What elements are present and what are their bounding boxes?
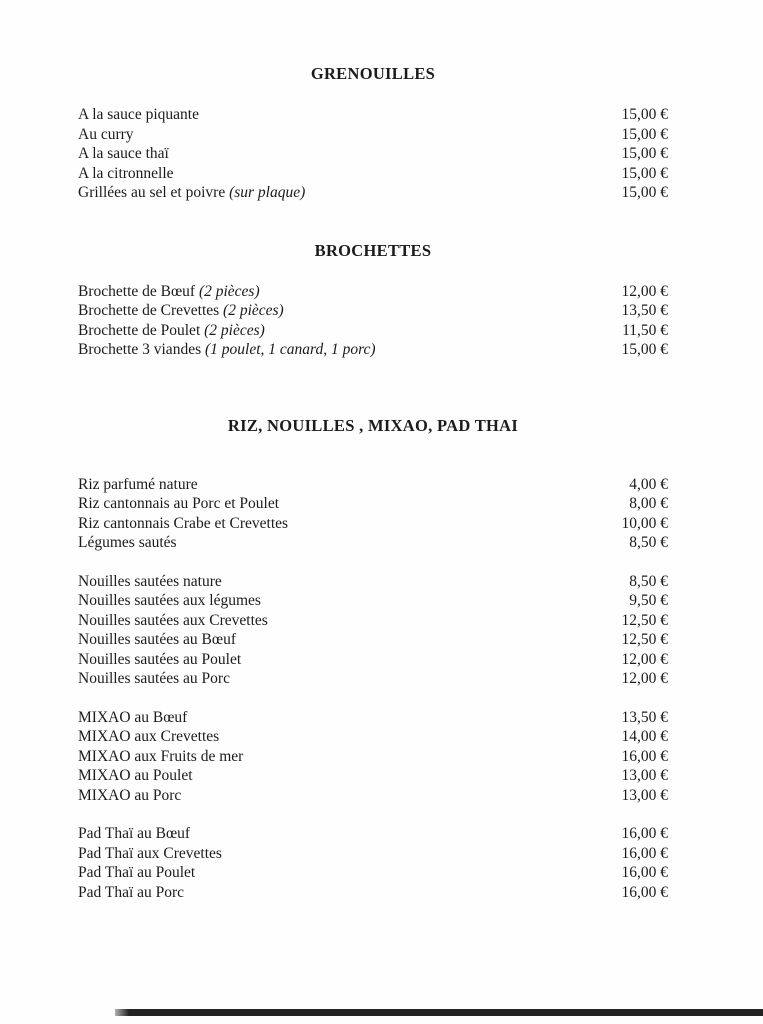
menu-item-row xyxy=(78,533,668,553)
item-name-text: MIXAO aux Crevettes xyxy=(78,728,220,745)
menu-item-row xyxy=(78,863,668,883)
item-name-text: Brochette de Crevettes xyxy=(78,302,220,319)
menu-item-row xyxy=(78,494,668,514)
menu-item-row xyxy=(78,282,668,302)
item-price: 15,00 € xyxy=(621,164,668,182)
item-price: 8,50 € xyxy=(629,534,668,551)
item-group xyxy=(78,572,668,689)
item-price: 10,00 € xyxy=(621,514,668,532)
item-group xyxy=(78,708,668,806)
item-name-text: Nouilles sautées aux Crevettes xyxy=(78,611,268,629)
item-name-text: A la citronnelle xyxy=(78,164,174,182)
item-name xyxy=(78,125,134,145)
item-price: 12,00 € xyxy=(621,282,668,300)
menu-item-row xyxy=(78,669,668,689)
menu-item-row xyxy=(78,883,668,903)
menu-section xyxy=(78,241,668,360)
item-name xyxy=(78,786,181,806)
menu-item-row xyxy=(78,747,668,767)
item-name xyxy=(78,650,241,670)
menu-item-row xyxy=(78,514,668,534)
item-price: 13,00 € xyxy=(621,786,668,804)
item-name-text: Pad Thaï au Porc xyxy=(78,883,185,901)
item-price: 12,00 € xyxy=(621,650,668,668)
menu-item-row xyxy=(78,105,668,125)
item-name-text: Au curry xyxy=(78,125,134,143)
item-note: (2 pièces) xyxy=(198,282,260,300)
item-price: 15,00 € xyxy=(621,145,668,162)
item-name-text: A la sauce thaï xyxy=(78,145,169,162)
item-price: 9,50 € xyxy=(629,592,668,609)
item-name xyxy=(78,766,193,786)
item-name-text: Riz parfumé nature xyxy=(78,475,198,493)
item-name xyxy=(78,475,198,495)
item-name-text: Légumes sautés xyxy=(78,534,177,551)
menu-item-row xyxy=(78,475,668,495)
item-name xyxy=(78,105,199,125)
item-name-text: Pad Thaï au Poulet xyxy=(78,864,196,881)
item-name-text: Pad Thaï aux Crevettes xyxy=(78,844,222,862)
item-price: 4,00 € xyxy=(629,475,668,493)
menu-item-row xyxy=(78,572,668,592)
item-name xyxy=(78,727,219,747)
item-name-text: Grillées au sel et poivre xyxy=(78,184,226,201)
item-name-text: MIXAO au Porc xyxy=(78,786,182,804)
menu-item-row xyxy=(78,321,668,341)
menu-section xyxy=(78,64,668,203)
item-price: 13,50 € xyxy=(621,708,668,726)
item-name-text: Nouilles sautées nature xyxy=(78,572,222,590)
item-name-text: Riz cantonnais au Porc et Poulet xyxy=(78,495,280,512)
item-price: 8,50 € xyxy=(629,572,668,590)
menu-item-row xyxy=(78,766,668,786)
menu-item-row xyxy=(78,301,668,321)
menu-sections xyxy=(78,64,668,902)
item-name xyxy=(78,321,265,341)
menu-section xyxy=(78,416,668,903)
item-name xyxy=(78,824,190,844)
item-name xyxy=(78,183,305,203)
menu-item-row xyxy=(78,591,668,611)
item-name-text: Brochette de Bœuf xyxy=(78,282,196,300)
item-price: 16,00 € xyxy=(621,844,668,862)
item-name xyxy=(78,844,222,864)
item-price: 13,00 € xyxy=(621,767,668,784)
menu-item-row xyxy=(78,727,668,747)
item-name-text: Nouilles sautées au Poulet xyxy=(78,650,242,668)
item-name-text: MIXAO au Bœuf xyxy=(78,708,188,726)
item-price: 12,00 € xyxy=(621,670,668,687)
menu-item-row xyxy=(78,144,668,164)
item-name xyxy=(78,863,195,883)
item-group xyxy=(78,475,668,553)
menu-item-row xyxy=(78,786,668,806)
item-price: 16,00 € xyxy=(621,883,668,901)
menu-item-row xyxy=(78,630,668,650)
item-note: (1 poulet, 1 canard, 1 porc) xyxy=(204,341,376,358)
item-name xyxy=(78,494,279,514)
item-group xyxy=(78,105,668,203)
item-name xyxy=(78,747,243,767)
menu-item-row xyxy=(78,844,668,864)
item-name xyxy=(78,630,236,650)
item-name-text: Brochette 3 viandes xyxy=(78,341,202,358)
item-name xyxy=(78,514,288,534)
menu-item-row xyxy=(78,708,668,728)
item-name-text: Nouilles sautées au Porc xyxy=(78,670,230,687)
item-name xyxy=(78,611,268,631)
item-price: 12,50 € xyxy=(621,631,668,648)
item-name xyxy=(78,669,230,689)
item-price: 16,00 € xyxy=(621,825,668,842)
item-name xyxy=(78,572,222,592)
item-price: 13,50 € xyxy=(621,302,668,319)
item-price: 11,50 € xyxy=(622,321,668,339)
menu-item-row xyxy=(78,824,668,844)
page-scan-edge xyxy=(115,1009,763,1016)
item-name xyxy=(78,301,284,321)
item-name-text: Nouilles sautées aux légumes xyxy=(78,592,261,609)
menu-item-row xyxy=(78,340,668,360)
section-title: RIZ, NOUILLES , MIXAO, PAD THAI xyxy=(227,415,519,435)
item-price: 15,00 € xyxy=(621,184,668,201)
menu-item-row xyxy=(78,125,668,145)
item-price: 15,00 € xyxy=(621,106,668,123)
item-name xyxy=(78,708,187,728)
item-name xyxy=(78,340,376,360)
section-title: GRENOUILLES xyxy=(310,64,436,83)
item-note: (sur plaque) xyxy=(229,184,306,201)
item-price: 15,00 € xyxy=(621,125,668,143)
menu-item-row xyxy=(78,164,668,184)
menu-item-row xyxy=(78,650,668,670)
item-note: (2 pièces) xyxy=(223,302,284,319)
item-name xyxy=(78,591,261,611)
item-price: 16,00 € xyxy=(621,864,668,881)
item-name-text: MIXAO au Poulet xyxy=(78,767,193,784)
item-name-text: Pad Thaï au Bœuf xyxy=(78,825,191,842)
item-note: (2 pièces) xyxy=(204,321,265,339)
item-group xyxy=(78,824,668,902)
item-price: 14,00 € xyxy=(621,728,668,745)
item-price: 15,00 € xyxy=(621,341,668,358)
item-name xyxy=(78,164,174,184)
menu-item-row xyxy=(78,611,668,631)
item-name-text: Brochette de Poulet xyxy=(78,321,201,339)
item-group xyxy=(78,282,668,360)
item-name xyxy=(78,883,184,903)
item-price: 12,50 € xyxy=(621,611,668,629)
item-price: 16,00 € xyxy=(621,747,668,765)
item-name-text: Riz cantonnais Crabe et Crevettes xyxy=(78,514,289,532)
item-name xyxy=(78,144,169,164)
item-name xyxy=(78,282,260,302)
item-price: 8,00 € xyxy=(629,495,668,512)
item-name xyxy=(78,533,177,553)
item-name-text: MIXAO aux Fruits de mer xyxy=(78,747,244,765)
section-title: BROCHETTES xyxy=(314,240,432,260)
item-name-text: Nouilles sautées au Bœuf xyxy=(78,631,236,648)
menu-item-row xyxy=(78,183,668,203)
item-name-text: A la sauce piquante xyxy=(78,106,199,123)
